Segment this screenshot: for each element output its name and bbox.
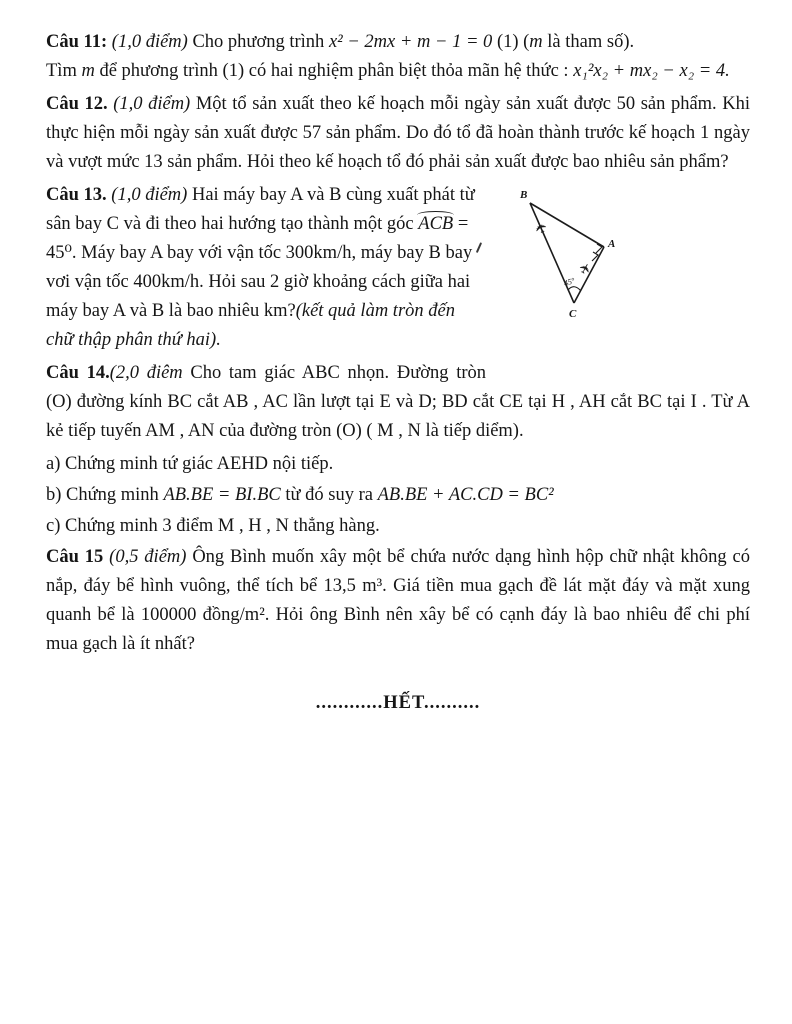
- question-11-text3: là tham số).: [547, 32, 635, 52]
- question-11-points: (1,0 điểm): [111, 32, 188, 52]
- question-13-points: (1,0 điểm): [111, 185, 188, 205]
- angle-arc: [568, 287, 581, 291]
- equation-condition: x₁²x₂ + mx₂ − x₂ = 4.: [573, 61, 730, 81]
- question-11-text4: Tìm: [46, 61, 77, 81]
- item-c-text: c) Chứng minh 3 điểm M , H , N thẳng hàng.: [46, 516, 380, 536]
- question-13: [46, 181, 750, 355]
- variable-m: m: [81, 61, 95, 81]
- variable-m: m: [529, 32, 543, 52]
- question-12-number: Câu 12.: [46, 94, 108, 114]
- end-marker: ............HẾT..........: [315, 693, 481, 713]
- question-14-item-c: [46, 512, 750, 541]
- question-15-points: (0,5 điểm): [109, 547, 187, 567]
- equation-b1: AB.BE = BI.BC: [163, 485, 281, 505]
- angle-label: 45°: [562, 276, 577, 289]
- item-a-text: a) Chứng minh tứ giác AEHD nội tiếp.: [46, 454, 334, 474]
- question-11-text5: để phương trình (1) có hai nghiệm phân biệt thỏa mãn hệ thức :: [99, 61, 569, 81]
- question-11-text: Cho phương trình: [192, 32, 325, 52]
- airplane-icon: ✈: [576, 260, 596, 279]
- question-11: [46, 28, 750, 86]
- question-12-points: (1,0 điểm): [113, 94, 191, 114]
- item-b-text: b) Chứng minh: [46, 485, 159, 505]
- vertex-label-c: C: [569, 308, 577, 320]
- question-14-item-b: [46, 481, 750, 510]
- question-11-text2: (1) (: [496, 32, 530, 52]
- triangle-edge-bc: [530, 203, 574, 303]
- question-13-text: Hai máy bay A và B cùng xuất phát từ sân bay C và đi theo hai hướng tạo thành một góc: [46, 185, 475, 234]
- question-14: [46, 359, 750, 446]
- question-14-item-a: [46, 450, 750, 479]
- question-13-note: (kết quả làm tròn đến chữ thập phân thứ hai).: [46, 301, 455, 350]
- airplane-icon: ✈: [532, 217, 552, 236]
- question-15: [46, 543, 750, 659]
- question-12-text: Một tổ sản xuất theo kế hoạch mỗi ngày sản xuất được 50 sản phẩm. Khi thực hiện mỗi ngày sản xuất được 57 sản phẩm. Do đó tổ đã hoàn thành trước kế hoạch 1 ngày và vượt mức 13 sản phẩm. Hỏi theo kế hoạch tổ đó phải sản xuất được bao nhiêu sản phẩm?: [46, 94, 751, 172]
- question-13-text2: = 45⁰. Máy bay A bay với vận tốc 300km/h, máy bay B bay vơi vận tốc 400km/h. Hỏi sau 2 giờ khoảng cách giữa hai máy bay A và B là bao nhiêu km?: [46, 214, 473, 321]
- vertex-label-b: B: [520, 189, 528, 201]
- equation-quadratic: x² − 2mx + m − 1 = 0: [328, 32, 493, 52]
- item-b-text2: từ đó suy ra: [285, 485, 373, 505]
- triangle-diagram: [500, 181, 750, 359]
- question-14-text: Cho tam giác ABC nhọn. Đường tròn (O) đường kính BC cắt AB , AC lần lượt tại E và D; BD cắt CE tại H , AH cắt BC tại I . Từ A kẻ tiếp tuyến AM , AN của đường tròn (O) ( M , N là tiếp diểm).: [46, 363, 750, 441]
- question-14-number: Câu 14.: [46, 363, 110, 383]
- question-13-number: Câu 13.: [46, 185, 107, 205]
- question-12: [46, 90, 750, 177]
- question-15-text: Ông Bình muốn xây một bể chứa nước dạng hình hộp chữ nhật không có nắp, đáy bể hình vuông, thể tích bể 13,5 m³. Giá tiền mua gạch đề lát mặt đáy và mặt xung quanh bể là 100000 đồng/m². Hỏi ông Bình nên xây bể có cạnh đáy là bao nhiêu để chi phí mua gạch là ít nhất?: [46, 547, 751, 654]
- question-11-number: Câu 11:: [46, 32, 108, 52]
- equation-b2: AB.BE + AC.CD = BC²: [377, 485, 554, 505]
- vertex-label-a: A: [608, 238, 616, 250]
- question-14-points: (2,0 điêm: [109, 363, 183, 383]
- question-15-number: Câu 15: [46, 547, 104, 567]
- angle-expression: ACB: [418, 214, 454, 234]
